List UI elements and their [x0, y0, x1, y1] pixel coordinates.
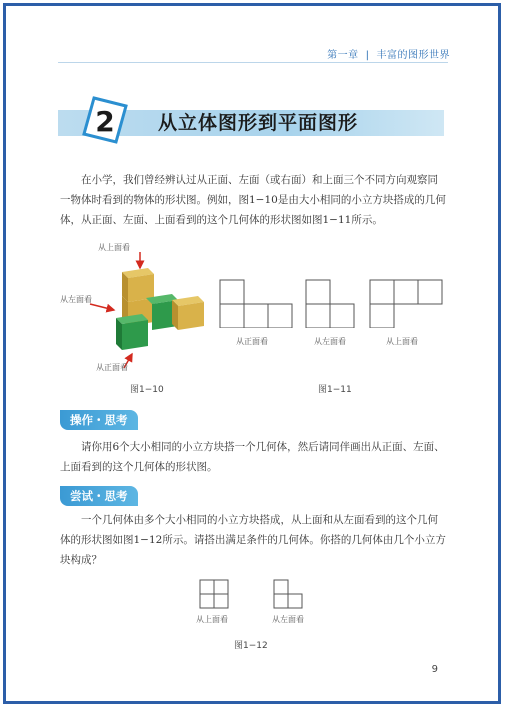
label-from-top: 从上面看: [98, 243, 130, 252]
section-number: 2: [95, 105, 115, 138]
header-rule: [58, 62, 448, 63]
fig12-left-label: 从左面看: [272, 615, 304, 624]
try-think-text: 一个几何体由多个大小相同的小立方块搭成，从上面和从左面看到的这个几何体的形状图如图1−12所示。请搭出满足条件的几何体。你搭的几何体由几个小立方块构成？: [60, 514, 446, 566]
fig11-top-label: 从上面看: [386, 337, 418, 346]
fig12-left-view-grid: [274, 580, 302, 608]
chapter-title: 丰富的图形世界: [376, 50, 450, 61]
try-think-label: 尝试・思考: [60, 486, 138, 506]
front-view-grid: [220, 280, 292, 328]
figure-1-10-illustration: [54, 238, 214, 378]
intro-paragraph: 在小学，我们曾经辨认过从正面、左面（或右面）和上面三个不同方向观察同一物体时看到的物体的形状图。例如，图1−10是由大小相同的小立方块搭成的几何体，从正面、左面、上面看到的这个几何体的形状图如图1−11所示。: [60, 174, 446, 226]
figure-1-11-views: [218, 278, 446, 328]
figure-1-11-caption: 图1−11: [318, 385, 352, 395]
page-number: 9: [431, 664, 438, 675]
left-view-grid: [306, 280, 354, 328]
fig11-left-label: 从左面看: [314, 337, 346, 346]
fig12-top-label: 从上面看: [196, 615, 228, 624]
fig12-top-view-grid: [200, 580, 228, 608]
figure-1-12-views: [198, 578, 308, 610]
running-header: [327, 46, 450, 61]
operate-think-text: 请你用6个大小相同的小立方块搭一个几何体，然后请同伴画出从正面、左面、上面看到的这个几何体的形状图。: [60, 441, 445, 473]
operate-think-label: 操作・思考: [60, 410, 138, 430]
section-number-badge: [80, 96, 128, 144]
figure-1-12-caption: 图1−12: [234, 641, 268, 651]
label-from-left: 从左面看: [60, 295, 92, 304]
cube-green-front: [116, 314, 148, 350]
label-from-front: 从正面看: [96, 363, 128, 372]
fig11-front-label: 从正面看: [236, 337, 268, 346]
chapter-label: 第一章: [327, 50, 359, 61]
top-view-grid: [370, 280, 442, 328]
cube-yellow-top: [122, 268, 154, 302]
header-separator: |: [365, 50, 370, 61]
arrow-left: [90, 304, 114, 310]
section-title: 从立体图形到平面图形: [158, 112, 359, 134]
cube-yellow-right: [172, 296, 204, 330]
figure-1-10-caption: 图1−10: [130, 385, 164, 395]
